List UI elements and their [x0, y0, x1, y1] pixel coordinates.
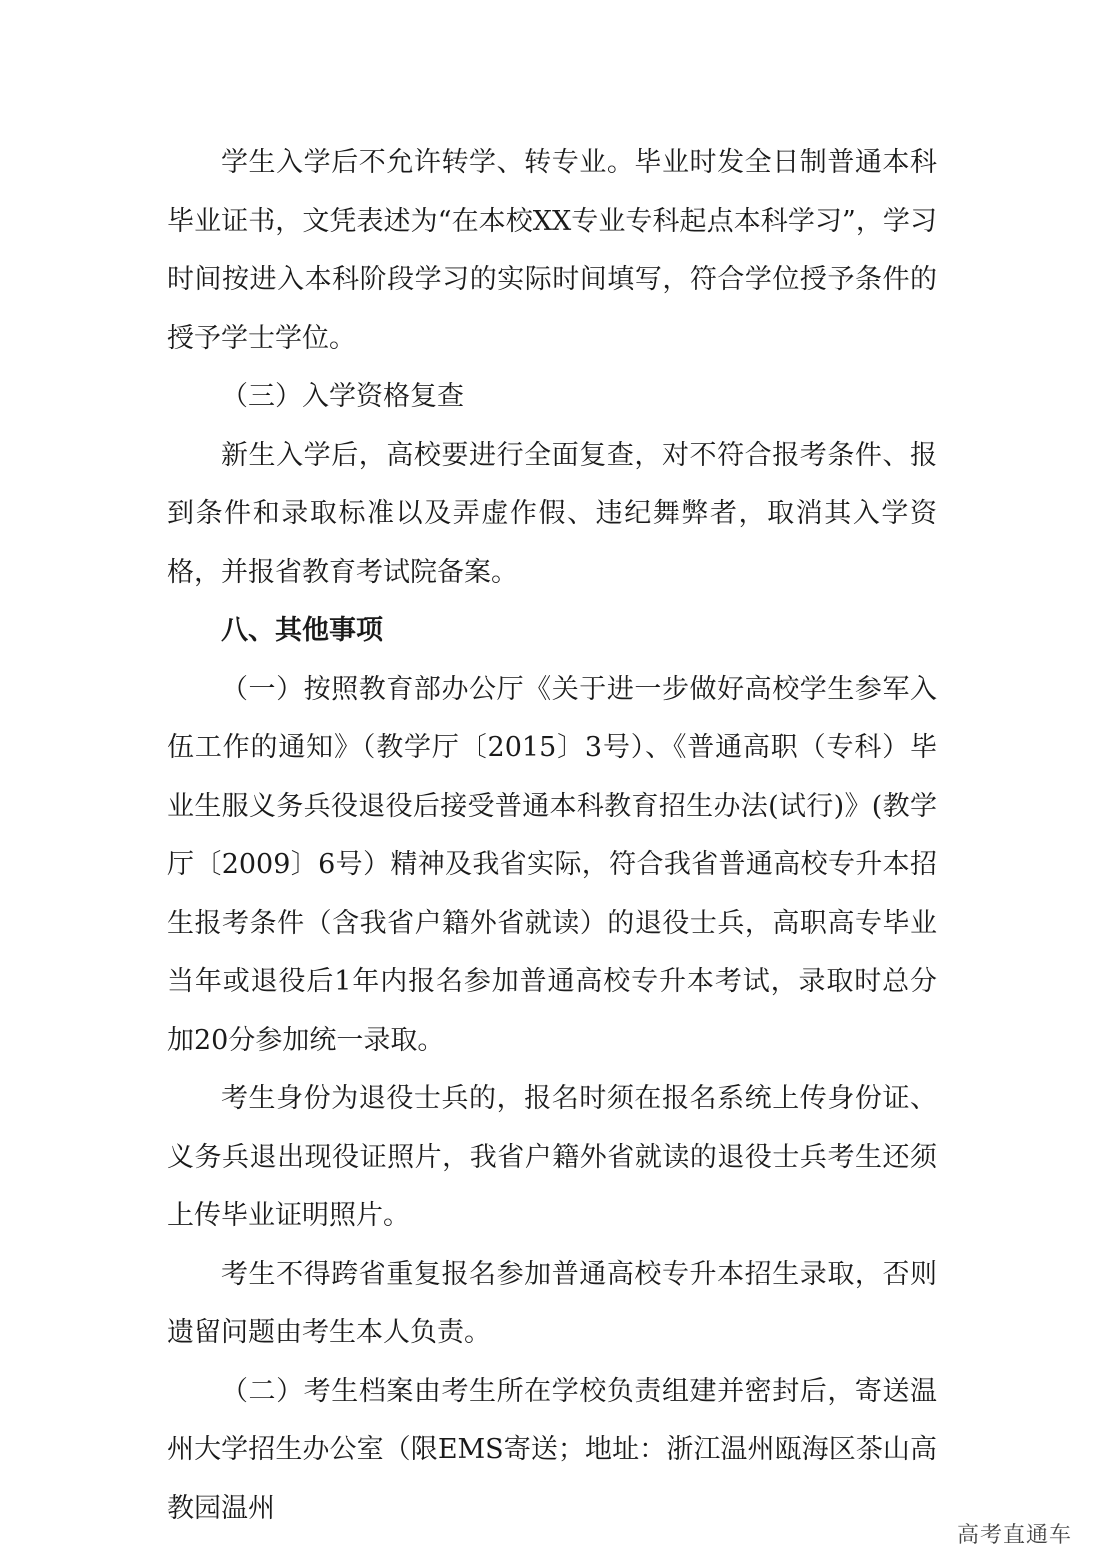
paragraph-graduation-certificate: 学生入学后不允许转学、转专业。毕业时发全日制普通本科毕业证书，文凭表述为“在本校XX专业专科起点本科学习”，学习时间按进入本科阶段学习的实际时间填写，符合学位授予条件的授予学士学位。 — [167, 147, 937, 354]
section-heading-other-matters: 八、其他事项 — [221, 615, 383, 646]
watermark: 高考直通车 — [956, 1523, 1072, 1548]
subheading-admission-review: （三）入学资格复查 — [221, 381, 464, 412]
paragraph-student-files: （二）考生档案由考生所在学校负责组建并密封后，寄送温州大学招生办公室（限EMS寄送；地址：浙江温州瓯海区茶山高教园温州 — [167, 1375, 937, 1524]
paragraph-veteran-upload: 考生身份为退役士兵的，报名时须在报名系统上传身份证、义务兵退出现役证照片，我省户籍外省就读的退役士兵考生还须上传毕业证明照片。 — [167, 1083, 937, 1231]
paragraph-admission-review: 新生入学后，高校要进行全面复查，对不符合报考条件、报到条件和录取标准以及弄虚作假、违纪舞弊者，取消其入学资格，并报省教育考试院备案。 — [167, 439, 937, 588]
paragraph-no-duplicate-registration: 考生不得跨省重复报名参加普通高校专升本招生录取，否则遗留问题由考生本人负责。 — [167, 1258, 937, 1348]
document-page — [167, 134, 937, 1538]
paragraph-veterans-policy: （一）按照教育部办公厅《关于进一步做好高校学生参军入伍工作的通知》（教学厅〔2015〕3号）、《普通高职（专科）毕业生服义务兵役退役后接受普通本科教育招生办法(试行)》(教学厅〔2009〕6号）精神及我省实际，符合我省普通高校专升本招生报考条件（含我省户籍外省就读）的退役士兵，高职高专毕业当年或退役后1年内报名参加普通高校专升本考试，录取时总分加20分参加统一录取。 — [167, 673, 937, 1056]
